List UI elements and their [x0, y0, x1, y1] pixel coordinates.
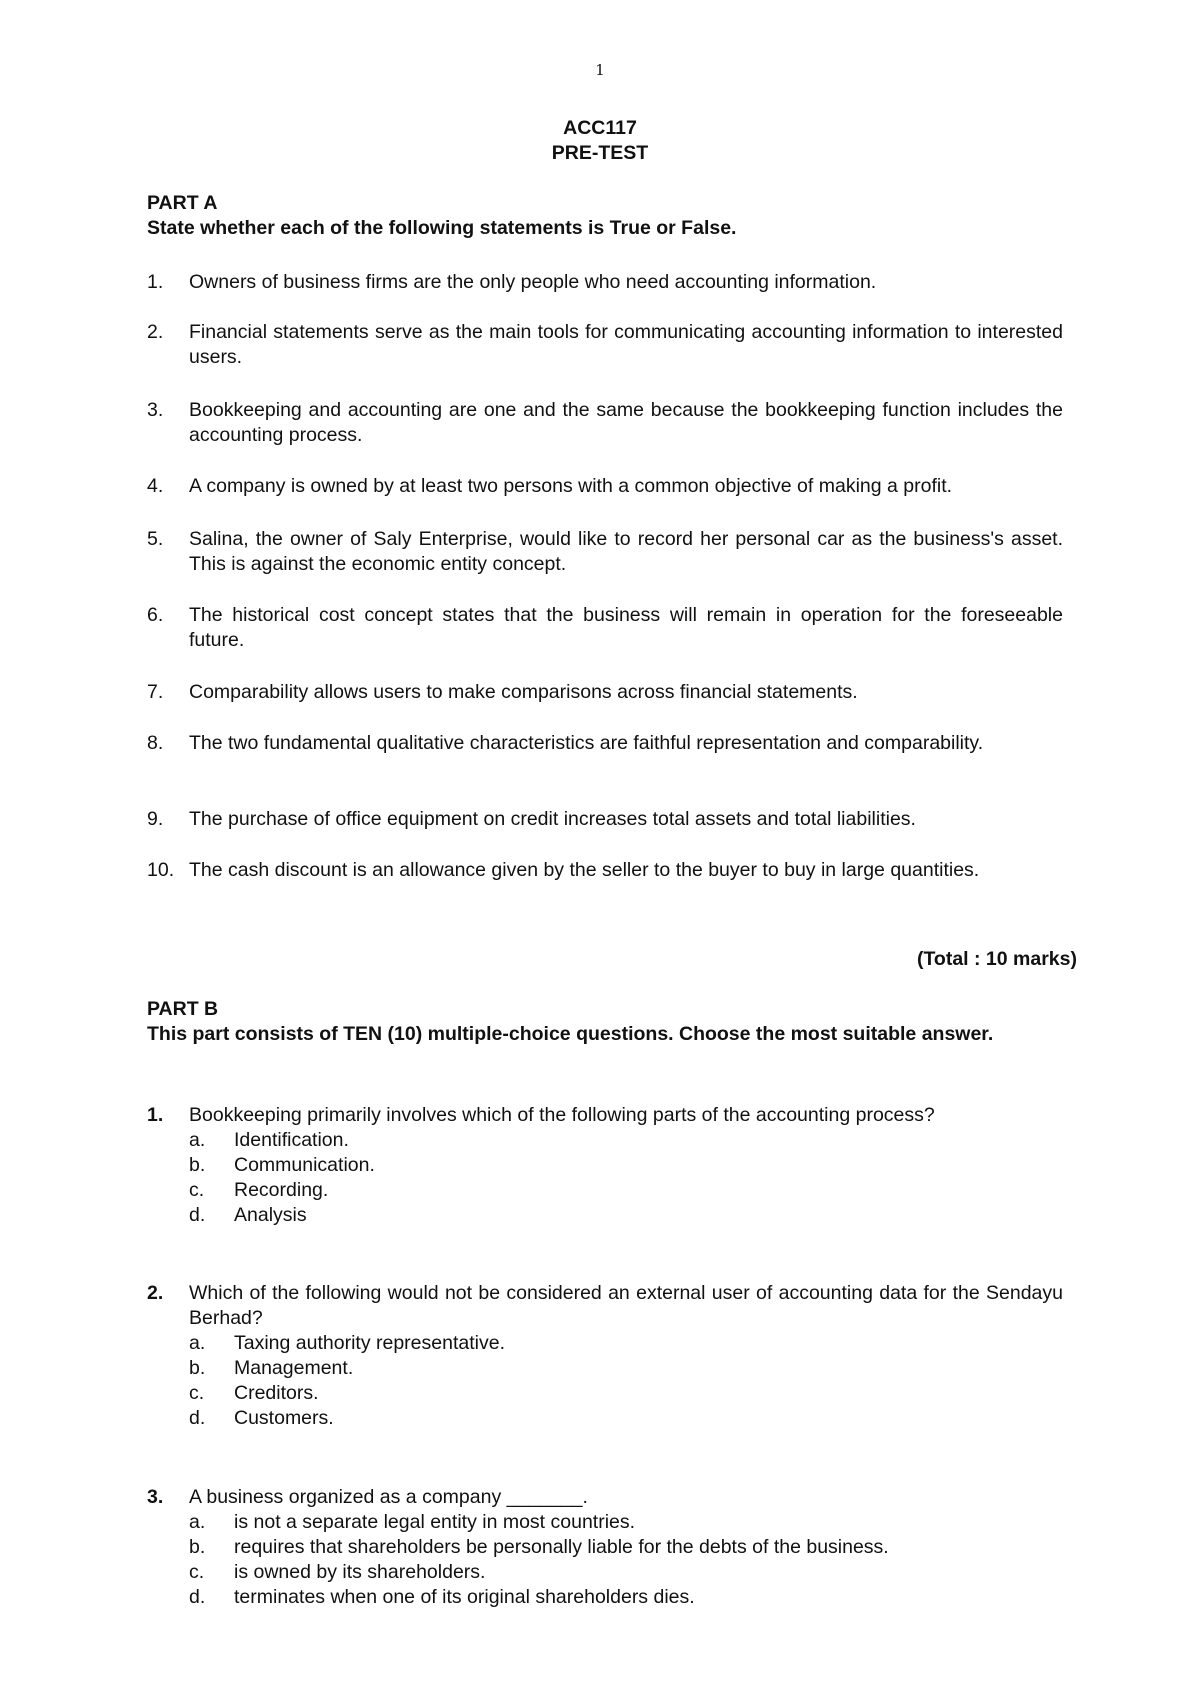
- question-number: 5.: [147, 528, 164, 550]
- answer-options: [189, 1510, 1063, 1610]
- option-letter: c.: [189, 1561, 205, 1583]
- option-letter: a.: [189, 1511, 206, 1533]
- option-text: requires that shareholders be personally liable for the debts of the business.: [234, 1536, 889, 1558]
- question-number: 1.: [147, 271, 164, 293]
- part-b-instruction: This part consists of TEN (10) multiple-choice questions. Choose the most suitable answer.: [147, 1023, 994, 1045]
- question-number: 3.: [147, 399, 164, 421]
- answer-option: [189, 1203, 1063, 1228]
- document-title: PRE-TEST: [551, 142, 649, 164]
- question-number: 3.: [147, 1486, 164, 1508]
- answer-option: [189, 1178, 1063, 1203]
- question-number: 1.: [147, 1104, 164, 1126]
- question-text: A business organized as a company _______.: [189, 1486, 588, 1508]
- part-a-heading: PART A: [147, 192, 218, 214]
- question-number: 4.: [147, 475, 164, 497]
- question-number: 9.: [147, 808, 164, 830]
- part-a-question: [147, 807, 1063, 832]
- answer-option: [189, 1585, 1063, 1610]
- part-b-question: [147, 1281, 1063, 1431]
- part-a-question: [147, 731, 1063, 756]
- part-a-question: [147, 270, 1063, 295]
- part-a-question: [147, 680, 1063, 705]
- option-text: Analysis: [234, 1204, 307, 1226]
- question-text: The historical cost concept states that the business will remain in operation for the foreseeable future.: [189, 604, 1063, 651]
- part-a-question: [147, 398, 1063, 448]
- question-text: The cash discount is an allowance given by the seller to the buyer to buy in large quantities.: [189, 859, 980, 881]
- question-number: 2.: [147, 321, 164, 343]
- option-letter: a.: [189, 1129, 206, 1151]
- answer-option: [189, 1331, 1063, 1356]
- part-a-question: [147, 603, 1063, 653]
- question-text: The purchase of office equipment on credit increases total assets and total liabilities.: [189, 808, 916, 830]
- question-text: Salina, the owner of Saly Enterprise, would like to record her personal car as the business's asset. This is against the economic entity concept.: [189, 528, 1063, 575]
- answer-option: [189, 1535, 1063, 1560]
- question-number: 7.: [147, 681, 164, 703]
- answer-options: [189, 1128, 1063, 1228]
- option-text: Recording.: [234, 1179, 329, 1201]
- answer-option: [189, 1381, 1063, 1406]
- option-text: terminates when one of its original shareholders dies.: [234, 1586, 695, 1608]
- answer-option: [189, 1128, 1063, 1153]
- option-text: Identification.: [234, 1129, 349, 1151]
- question-number: 8.: [147, 732, 164, 754]
- option-letter: b.: [189, 1536, 206, 1558]
- part-b-question: [147, 1485, 1063, 1610]
- question-text: Bookkeeping primarily involves which of the following parts of the accounting process?: [189, 1104, 935, 1126]
- part-a-total: (Total : 10 marks): [916, 948, 1077, 970]
- part-b-question: [147, 1103, 1063, 1228]
- option-letter: d.: [189, 1586, 206, 1608]
- option-letter: b.: [189, 1357, 206, 1379]
- part-a-question: [147, 527, 1063, 577]
- option-letter: d.: [189, 1407, 206, 1429]
- part-a-question: [147, 858, 1063, 883]
- answer-option: [189, 1356, 1063, 1381]
- course-code: ACC117: [563, 117, 637, 139]
- question-text: A company is owned by at least two persons with a common objective of making a profit.: [189, 475, 953, 497]
- question-text: The two fundamental qualitative characteristics are faithful representation and comparability.: [189, 732, 984, 754]
- question-text: Financial statements serve as the main tools for communicating accounting information to interested users.: [189, 321, 1063, 368]
- question-text: Which of the following would not be considered an external user of accounting data for the Sendayu Berhad?: [189, 1282, 1063, 1329]
- option-text: Management.: [234, 1357, 354, 1379]
- part-a-question: [147, 320, 1063, 370]
- question-text: Comparability allows users to make comparisons across financial statements.: [189, 681, 858, 703]
- option-text: is not a separate legal entity in most countries.: [234, 1511, 636, 1533]
- option-text: Taxing authority representative.: [234, 1332, 505, 1354]
- option-letter: c.: [189, 1179, 205, 1201]
- option-text: Communication.: [234, 1154, 375, 1176]
- option-letter: c.: [189, 1382, 205, 1404]
- part-a-question: [147, 474, 1063, 499]
- answer-option: [189, 1560, 1063, 1585]
- answer-option: [189, 1406, 1063, 1431]
- question-number: 6.: [147, 604, 164, 626]
- option-text: Customers.: [234, 1407, 334, 1429]
- option-letter: d.: [189, 1204, 206, 1226]
- option-letter: a.: [189, 1332, 206, 1354]
- option-text: is owned by its shareholders.: [234, 1561, 486, 1583]
- part-a-instruction: State whether each of the following statements is True or False.: [147, 217, 737, 239]
- option-letter: b.: [189, 1154, 206, 1176]
- question-text: Owners of business firms are the only people who need accounting information.: [189, 271, 877, 293]
- question-text: Bookkeeping and accounting are one and the same because the bookkeeping function includes the accounting process.: [189, 399, 1063, 446]
- option-text: Creditors.: [234, 1382, 319, 1404]
- question-number: 10.: [147, 859, 175, 881]
- answer-option: [189, 1153, 1063, 1178]
- answer-option: [189, 1510, 1063, 1535]
- question-number: 2.: [147, 1282, 164, 1304]
- page-number: 1: [595, 61, 605, 79]
- part-b-heading: PART B: [147, 998, 219, 1020]
- answer-options: [189, 1331, 1063, 1431]
